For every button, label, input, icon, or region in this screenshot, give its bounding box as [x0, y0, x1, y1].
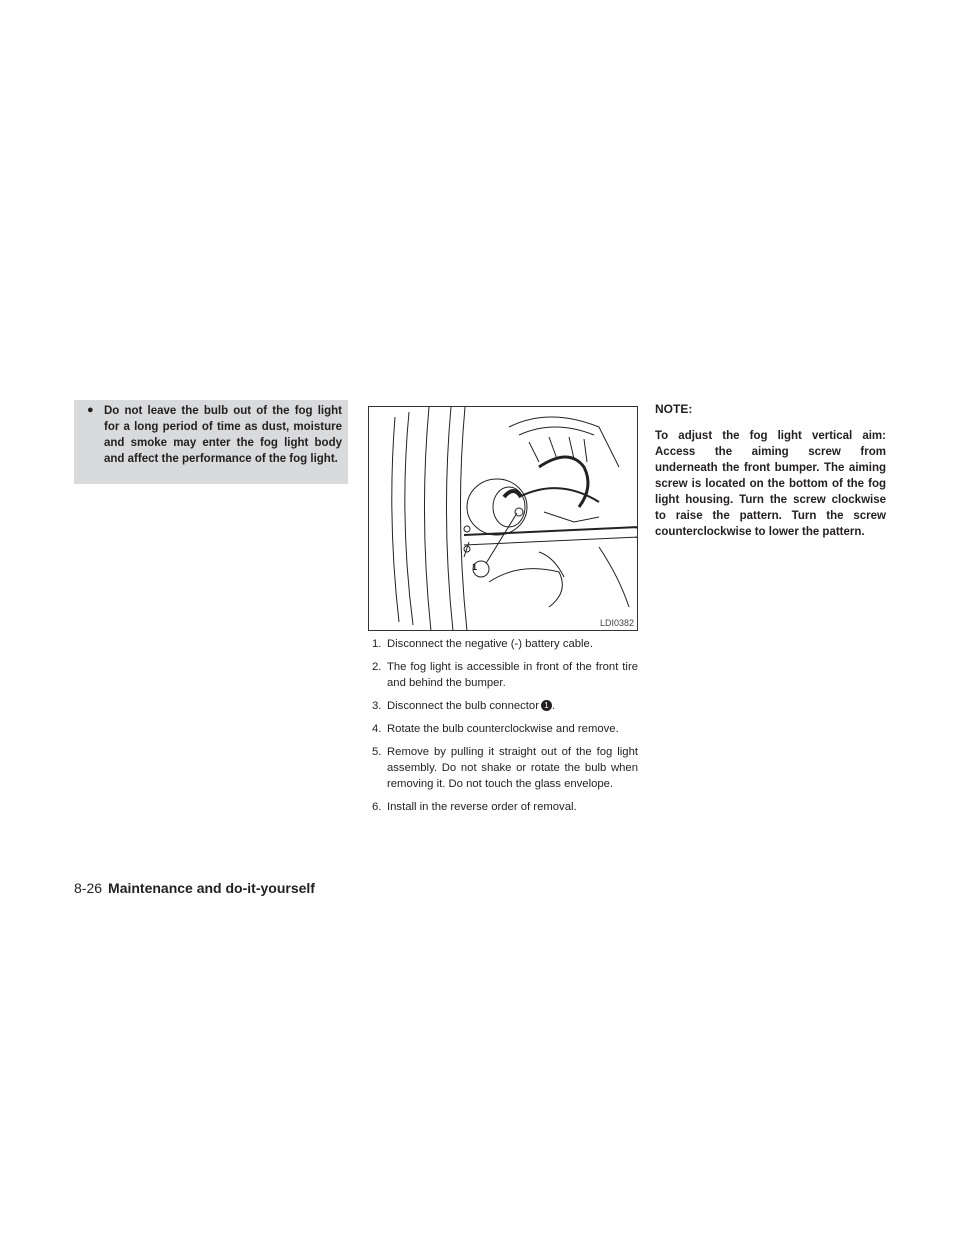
step-number: 1. [372, 638, 382, 650]
step-3 [372, 698, 638, 714]
note-heading: NOTE: [655, 402, 693, 416]
step-text: Remove by pulling it straight out of the fog light assembly. Do not shake or rotate the bulb when removing it. Do not touch the glass envelope. [387, 746, 638, 790]
steps-list [372, 636, 638, 822]
caution-bullet: ● [87, 404, 94, 416]
step-text: Rotate the bulb counterclockwise and remove. [387, 723, 619, 735]
step-number: 4. [372, 723, 382, 735]
page-number: 8-26 [74, 880, 103, 896]
step-2 [372, 659, 638, 691]
section-title: Maintenance and do-it-yourself [108, 880, 315, 896]
step-text: Install in the reverse order of removal. [387, 801, 577, 813]
step-number: 2. [372, 661, 382, 673]
step-number: 6. [372, 801, 382, 813]
step-number: 5. [372, 746, 382, 758]
step-6 [372, 799, 638, 815]
step-end: . [551, 700, 556, 712]
page-footer [74, 880, 315, 896]
step-text: Disconnect the bulb connector [387, 700, 539, 712]
step-1 [372, 636, 638, 652]
fog-light-illustration [368, 406, 638, 631]
callout-1: 1 [472, 562, 478, 572]
callout-badge: 1 [541, 700, 552, 711]
step-5 [372, 744, 638, 792]
note-body: To adjust the fog light vertical aim: Access the aiming screw from underneath the front bumper. The aiming screw is located on the bottom of the fog light housing. Turn the screw clockwise to raise the pattern. Turn the screw counterclockwise to lower the pattern. [655, 430, 886, 538]
caution-text: Do not leave the bulb out of the fog light for a long period of time as dust, moisture and smoke may enter the fog light body and affect the performance of the fog light. [104, 405, 342, 465]
step-text: Disconnect the negative (-) battery cable. [387, 638, 593, 650]
step-text: The fog light is accessible in front of the front tire and behind the bumper. [387, 661, 638, 689]
step-number: 3. [372, 700, 382, 712]
figure-id: LDI0382 [599, 618, 634, 628]
step-4 [372, 721, 638, 737]
fog-light-drawing [369, 407, 638, 631]
